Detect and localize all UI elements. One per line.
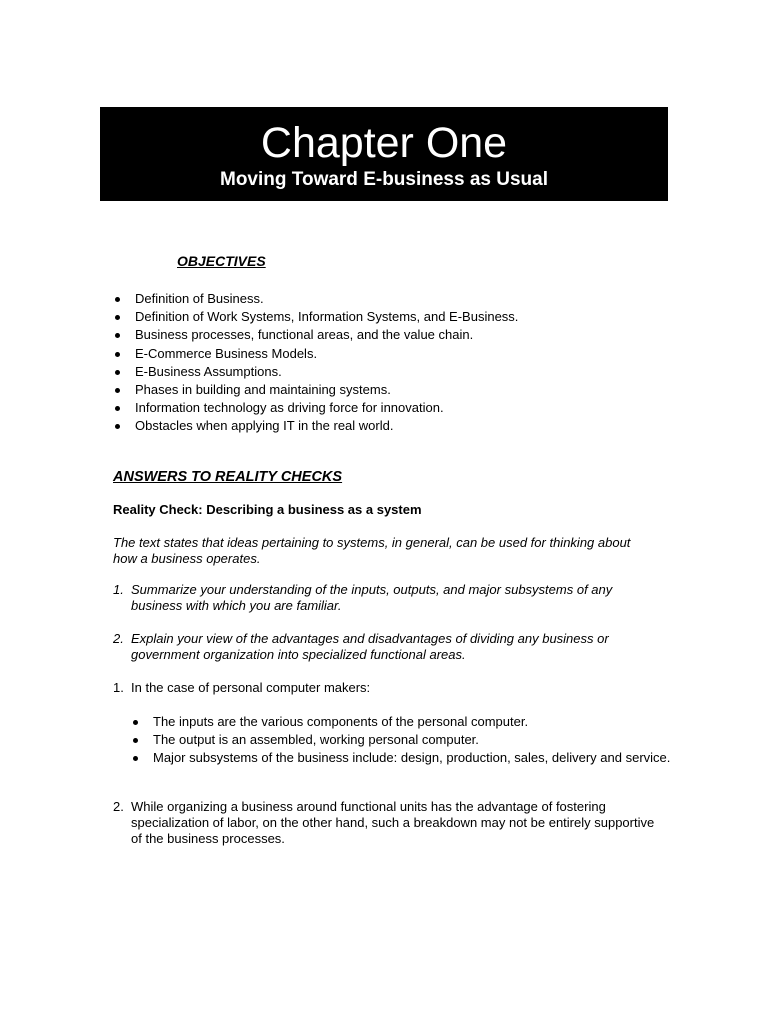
bullet-icon xyxy=(115,424,120,429)
bullet-icon xyxy=(115,297,120,302)
reality-check-intro: The text states that ideas pertaining to systems, in general, can be used for thinking about how a business operates. xyxy=(113,535,631,566)
question-text: Summarize your understanding of the inputs, outputs, and major subsystems of any business with which you are familiar. xyxy=(131,582,613,613)
answer-number: 1. xyxy=(113,680,124,695)
list-item: Business processes, functional areas, and the value chain. xyxy=(113,326,673,344)
list-item: E-Business Assumptions. xyxy=(113,363,673,381)
answer-text: While organizing a business around functional units has the advantage of fostering specialization of labor, on the other hand, such a breakdown may not be entirely supportive of the business processes. xyxy=(131,799,655,846)
chapter-title: Chapter One xyxy=(260,119,508,167)
chapter-subtitle: Moving Toward E-business as Usual xyxy=(220,169,548,190)
question-text: Explain your view of the advantages and disadvantages of dividing any business or government organization into specialized functional areas. xyxy=(131,631,609,662)
reality-check-title: Reality Check: Describing a business as a system xyxy=(113,502,422,517)
chapter-banner xyxy=(100,107,668,201)
list-item: Definition of Business. xyxy=(113,290,673,308)
bullet-icon xyxy=(115,370,120,375)
list-item: Obstacles when applying IT in the real world. xyxy=(113,417,673,435)
list-item: The inputs are the various components of the personal computer. xyxy=(131,713,651,731)
list-item: E-Commerce Business Models. xyxy=(113,345,673,363)
answer-2 xyxy=(113,799,658,847)
answer-text: In the case of personal computer makers: xyxy=(131,680,371,695)
list-item: Definition of Work Systems, Information Systems, and E-Business. xyxy=(113,308,673,326)
bullet-icon xyxy=(115,406,120,411)
bullet-icon xyxy=(133,738,138,743)
answer-1-list xyxy=(131,713,671,768)
list-item: Information technology as driving force for innovation. xyxy=(113,399,673,417)
bullet-icon xyxy=(133,756,138,761)
answer-number: 2. xyxy=(113,799,124,814)
question-number: 2. xyxy=(113,631,124,646)
question-1 xyxy=(113,582,658,614)
list-item: Phases in building and maintaining systems. xyxy=(113,381,673,399)
question-number: 1. xyxy=(113,582,124,597)
bullet-icon xyxy=(115,388,120,393)
bullet-icon xyxy=(115,333,120,338)
objectives-heading: OBJECTIVES xyxy=(177,253,266,269)
question-2 xyxy=(113,631,658,663)
list-item: The output is an assembled, working personal computer. xyxy=(131,731,651,749)
bullet-icon xyxy=(133,720,138,725)
bullet-icon xyxy=(115,315,120,320)
list-item: Major subsystems of the business include: design, production, sales, delivery and service. xyxy=(131,749,651,767)
answers-heading: ANSWERS TO REALITY CHECKS xyxy=(113,469,343,485)
objectives-list xyxy=(113,290,673,436)
bullet-icon xyxy=(115,352,120,357)
answer-1 xyxy=(113,680,370,696)
